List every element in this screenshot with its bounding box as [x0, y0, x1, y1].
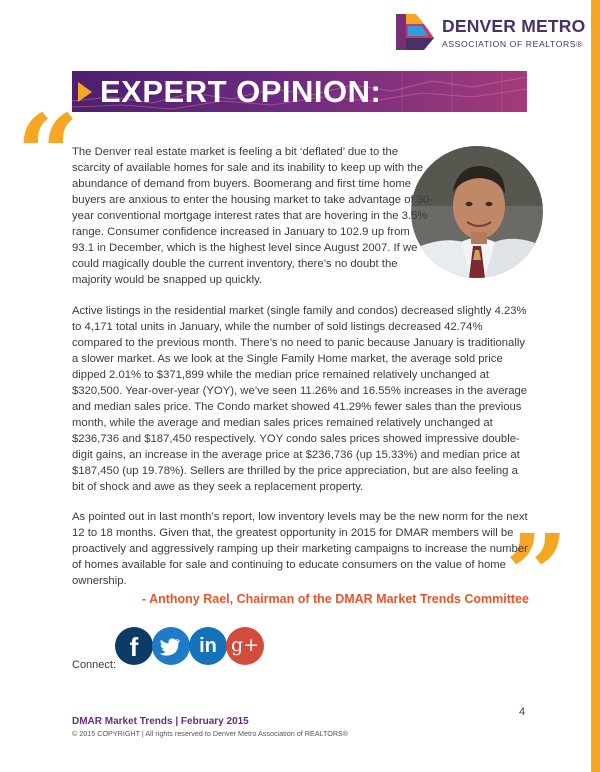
facebook-button[interactable] — [115, 627, 153, 665]
linkedin-button[interactable] — [189, 627, 227, 665]
logo-subtitle: ASSOCIATION OF REALTORS® — [442, 39, 584, 49]
footer-title: DMAR Market Trends | February 2015 — [72, 716, 249, 727]
article-paragraph-1: The Denver real estate market is feeling a bit ‘deflated’ due to the scarcity of available homes for sale and its inability to keep up with the abundance of demand from buyers. Boomerang and first time home buyers are anxious to enter the housing market to take advantage of 30-year conventional mortgage interest rates that are hovering in the 3.5% range. Consumer confidence increased in January to 102.9 up from 93.1 in December, which is the highest level since August 2007. If we could magically double the current inventory, there’s no doubt the majority would be snapped up quickly. — [72, 146, 434, 286]
play-arrow-icon — [78, 82, 92, 102]
twitter-bird-icon — [152, 627, 190, 665]
article-paragraph-2: Active listings in the residential market (single family and condos) decreased slightly 4.23% to 4,171 total units in January, while the number of sold listings decreased 42.74% compared to the previous month. There’s no need to panic because January is traditionally a slower market. As we look at the Single Family Home market, the average sold price dipped 2.01% to $371,899 while the median price remained relatively unchanged at $320,500. Year-over-year (YOY), we’ve seen 11.26% and 16.55% increases in the average and median sales price. The Condo market showed 41.29% fewer sales than the previous month, while the average and median sales prices remained relatively unchanged at $236,736 and $187,450 respectively. YOY condo sales prices showed impressive double-digit gains, an increase in the average price at $236,736 (up 15.33%) and median price at $187,450 (up 19.78%). Sellers are thrilled by the price appreciation, but are also feeling a bit of shock and awe as they seek a replacement property. — [72, 305, 528, 493]
page-number: 4 — [519, 706, 526, 718]
googleplus-icon: g+ — [230, 634, 260, 656]
article-paragraph-3: As pointed out in last month’s report, low inventory levels may be the new norm for the next 12 to 18 months. Given that, the greatest opportunity in 2015 for DMAR members will be proactively and aggressively ramping up their marketing campaigns to increase the number of homes available for sale and continuing to educate consumers on the value of home ownership. — [72, 511, 528, 587]
page-edge-accent-bar — [591, 0, 600, 772]
connect-label: Connect: — [72, 659, 117, 671]
author-signature: - Anthony Rael, Chairman of the DMAR Market Trends Committee — [141, 592, 529, 606]
banner-title: EXPERT OPINION: — [100, 74, 382, 109]
footer-copyright: © 2015 COPYRIGHT | All rights reserved to Denver Metro Association of REALTORS® — [72, 729, 349, 738]
googleplus-button[interactable] — [226, 627, 264, 665]
dmar-logo[interactable] — [394, 10, 594, 56]
twitter-button[interactable] — [152, 627, 190, 665]
logo-title: DENVER METRO — [442, 16, 586, 36]
dmar-logo-mark-icon — [394, 10, 436, 52]
facebook-icon: f — [129, 632, 139, 662]
open-quote-icon: “ — [16, 90, 80, 219]
close-quote-icon: ” — [505, 510, 569, 639]
section-banner — [72, 71, 527, 112]
linkedin-icon: in — [199, 635, 217, 657]
